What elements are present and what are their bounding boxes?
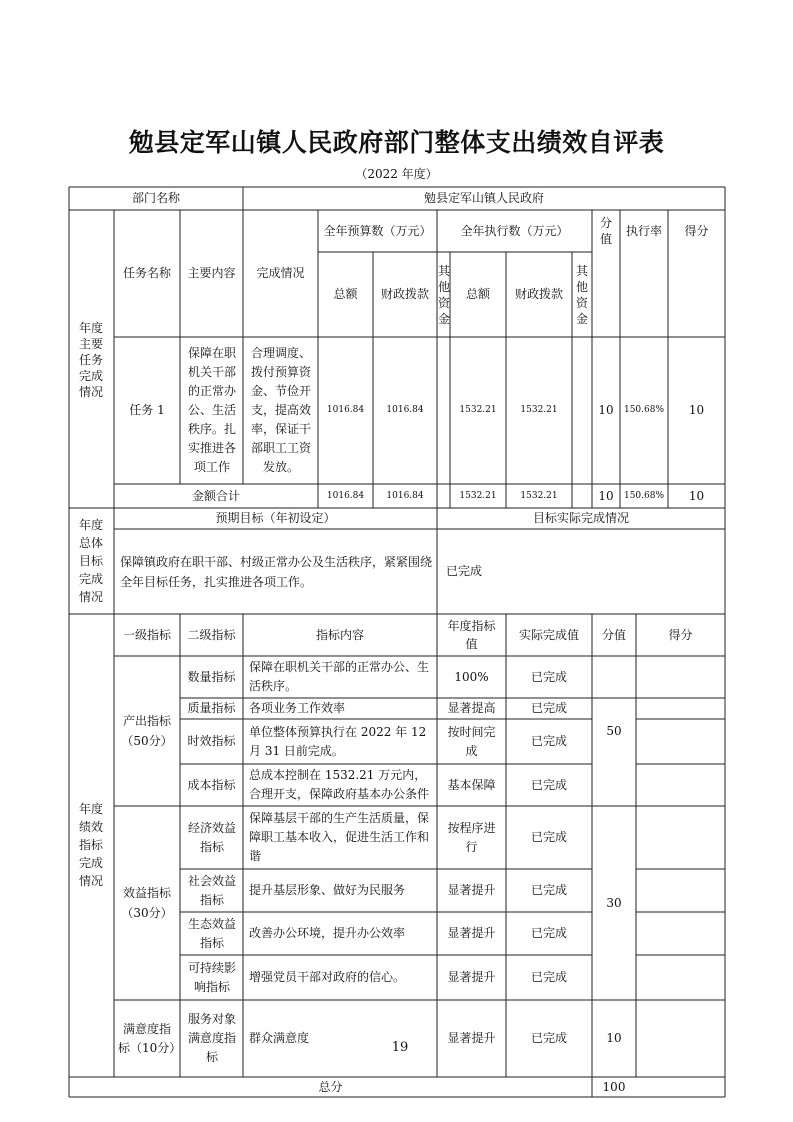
indicator-content-header: 指标内容	[315, 627, 364, 642]
indicator-target: 显著提升	[447, 926, 496, 940]
indicator-level2: 社会效益指标	[187, 873, 236, 907]
sum-weight: 10	[598, 488, 614, 503]
level1-header: 一级指标	[122, 627, 171, 642]
group-satisfaction-name: 满意度指标（10分）	[118, 1021, 182, 1055]
task-section-label: 年度主要任务完成情况	[78, 321, 103, 399]
indicator-content: 群众满意度	[249, 1031, 310, 1045]
sum-score: 10	[688, 488, 705, 503]
task-row-content: 保障在职机关干部的正常办公、生活秩序。扎实推进各项工作	[187, 346, 236, 474]
indicator-content: 提升基层形象、做好为民服务	[249, 883, 406, 897]
indicator-actual: 已完成	[530, 777, 567, 792]
indicator-actual: 已完成	[530, 830, 567, 844]
indicator-level2: 数量指标	[187, 669, 236, 684]
group-output-weight: 50	[606, 723, 622, 738]
task-row-name: 任务 1	[129, 403, 165, 417]
budget-header: 全年预算数（万元）	[323, 223, 432, 238]
budget-fiscal-header: 财政拨款	[380, 287, 429, 301]
indicator-level2: 质量指标	[187, 701, 236, 715]
task-row-rate: 150.68%	[623, 405, 665, 415]
group-benefit-weight: 30	[606, 895, 622, 910]
total-label: 总分	[318, 1079, 343, 1094]
indicator-level2: 生态效益指标	[187, 916, 236, 950]
indicator-level2: 经济效益指标	[187, 820, 236, 854]
status-header: 完成情况	[256, 266, 305, 280]
task-row-budget-fiscal: 1016.84	[386, 405, 424, 415]
sum-rate: 150.68%	[623, 490, 665, 501]
indicator-actual: 已完成	[530, 883, 567, 897]
indicator-content: 各项业务工作效率	[249, 701, 346, 715]
actual-value-header: 实际完成值	[518, 627, 579, 642]
indicator-content: 增强党员干部对政府的信心。	[249, 970, 406, 984]
indicator-level2: 服务对象满意度指标	[187, 1012, 236, 1064]
indicator-target: 100%	[454, 669, 489, 684]
expected-goal-header: 预期目标（年初设定）	[215, 511, 336, 525]
indicator-content: 总成本控制在 1532.21 万元内，合理开支，保障政府基本办公条件	[249, 768, 430, 801]
indicator-actual: 已完成	[530, 926, 567, 940]
indicator-target: 按时间完成	[447, 724, 496, 758]
dept-name: 勉县定军山镇人民政府	[423, 191, 544, 205]
indicator-section-label: 年度绩效指标完成情况	[78, 802, 103, 888]
task-row-budget-total: 1016.84	[326, 405, 365, 415]
indicator-target: 显著提升	[447, 1031, 496, 1045]
indicator-target: 显著提升	[447, 883, 496, 897]
indicator-target: 按程序进行	[447, 820, 496, 854]
group-benefit-name: 效益指标（30分）	[121, 886, 173, 920]
sum-exec-fiscal: 1532.21	[520, 490, 558, 501]
group-satisfaction-weight: 10	[606, 1031, 622, 1045]
weight-header: 分值	[599, 216, 612, 246]
indicator-target: 基本保障	[447, 777, 496, 792]
task-row-exec-fiscal: 1532.21	[520, 405, 558, 415]
page-title: 勉县定军山镇人民政府部门整体支出绩效自评表	[128, 128, 665, 157]
exec-header: 全年执行数（万元）	[460, 223, 569, 238]
indicator-level2: 可持续影响指标	[187, 960, 236, 994]
group-output-name: 产出指标（50分）	[121, 714, 173, 748]
rate-header: 执行率	[626, 224, 663, 238]
indicator-actual: 已完成	[530, 734, 567, 748]
task-row-exec-total: 1532.21	[459, 405, 497, 415]
indicator-target: 显著提高	[447, 701, 496, 715]
indicator-level2: 成本指标	[187, 777, 236, 792]
target-header: 年度指标值	[447, 619, 496, 651]
exec-fiscal-header: 财政拨款	[514, 287, 563, 301]
sum-label: 金额合计	[191, 488, 240, 503]
dept-label: 部门名称	[131, 191, 180, 205]
exec-other-header: 其他资金	[575, 263, 588, 326]
total-value: 100	[602, 1079, 626, 1094]
indicator-weight-header: 分值	[601, 627, 626, 642]
sum-exec-total: 1532.21	[459, 490, 497, 501]
score-header: 得分	[684, 223, 709, 238]
indicator-actual: 已完成	[530, 1031, 567, 1045]
task-name-header: 任务名称	[122, 266, 171, 280]
indicator-content: 改善办公环境，提升办公效率	[249, 926, 406, 940]
content-header: 主要内容	[187, 266, 236, 280]
task-row-weight: 10	[598, 403, 614, 417]
indicator-actual: 已完成	[530, 701, 567, 715]
indicator-content: 保障基层干部的生产生活质量，保障职工基本收入，促进生活工作和谐	[249, 811, 430, 863]
exec-total-header: 总额	[465, 287, 490, 301]
page-number: 19	[391, 1040, 409, 1055]
indicator-content: 保障在职机关干部的正常办公、生活秩序。	[249, 660, 430, 693]
level2-header: 二级指标	[187, 627, 236, 642]
indicator-content: 单位整体预算执行在 2022 年 12 月 31 日前完成。	[249, 724, 427, 758]
year-label: （2022 年度）	[355, 167, 438, 181]
budget-other-header: 其他资金	[438, 263, 451, 326]
sum-budget-fiscal: 1016.84	[386, 490, 424, 501]
indicator-score-header: 得分	[668, 627, 693, 642]
indicator-level2: 时效指标	[187, 734, 236, 748]
indicator-actual: 已完成	[530, 970, 567, 984]
budget-total-header: 总额	[333, 287, 358, 301]
actual-goal-header: 目标实际完成情况	[532, 511, 629, 525]
task-row-status: 合理调度、拨付预算资金、节俭开支，提高效率，保证干部职工工资发放。	[250, 346, 311, 474]
indicator-actual: 已完成	[530, 669, 567, 684]
expected-goal-text: 保障镇政府在职干部、村级正常办公及生活秩序，紧紧围绕全年目标任务，扎实推进各项工作。	[120, 554, 433, 589]
goal-section-label: 年度总体目标完成情况	[78, 518, 103, 604]
task-row-score: 10	[688, 403, 705, 417]
actual-goal-text: 已完成	[446, 564, 483, 578]
sum-budget-total: 1016.84	[326, 490, 365, 501]
indicator-target: 显著提升	[447, 970, 496, 984]
